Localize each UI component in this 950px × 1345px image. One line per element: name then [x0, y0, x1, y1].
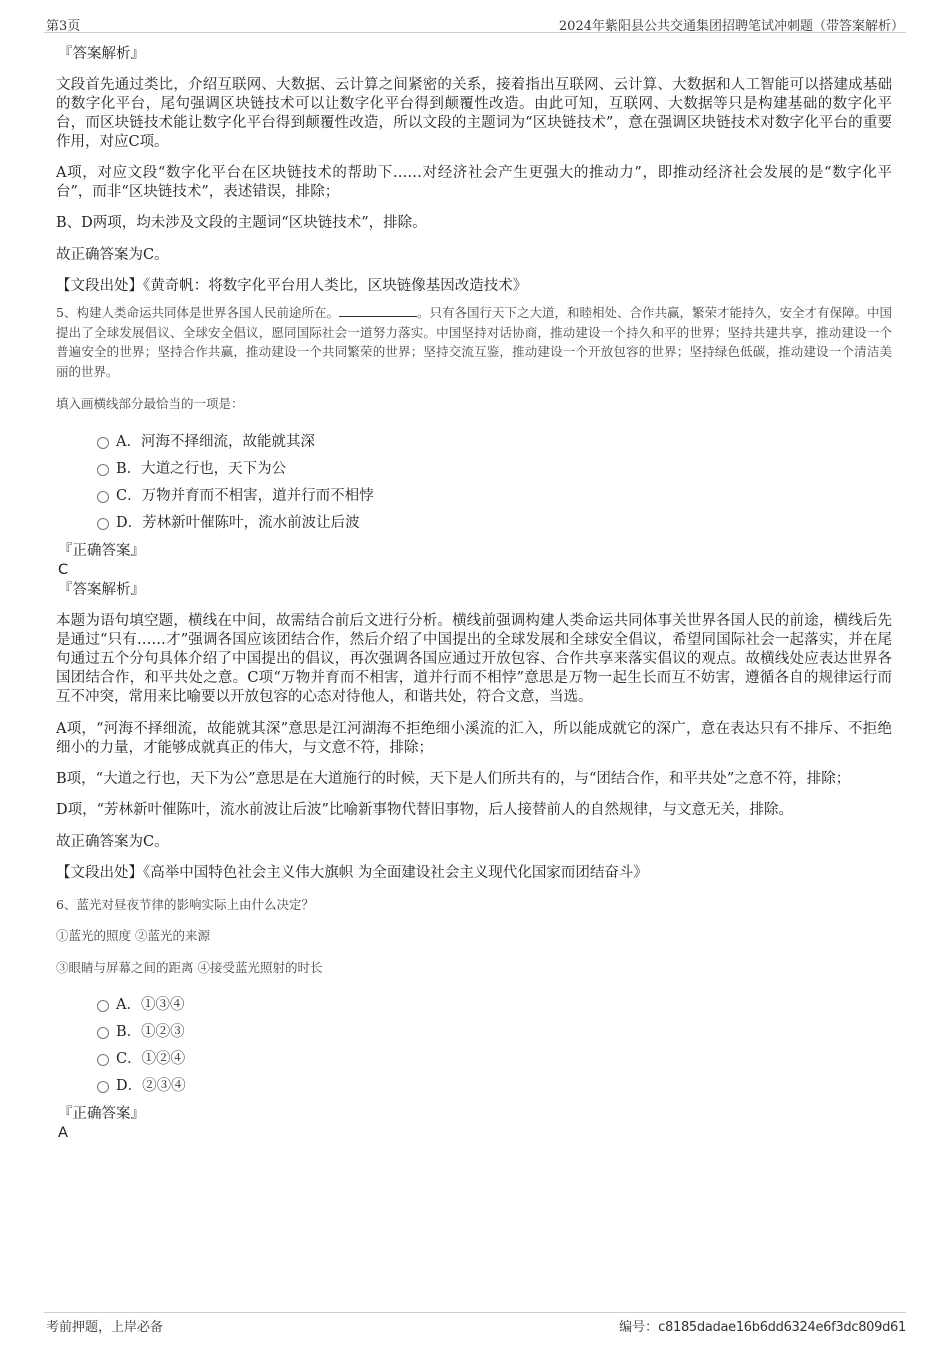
statement-line: ①蓝光的照度 ②蓝光的来源 [56, 928, 210, 943]
option-a[interactable] [56, 429, 892, 456]
question-6 [56, 895, 892, 1144]
option-label: A．河海不择细流，故能就其深 [116, 433, 315, 450]
analysis-paragraph: B、D两项，均未涉及文段的主题词“区块链技术”，排除。 [56, 215, 427, 231]
question-5 [56, 303, 892, 883]
option-b[interactable] [56, 1019, 892, 1046]
radio-button[interactable] [97, 464, 109, 476]
question-4-analysis [56, 44, 892, 296]
footer-slogan: 考前押题，上岸必备 [46, 1320, 164, 1335]
radio-button[interactable] [97, 518, 109, 530]
option-label: C．万物并育而不相害，道并行而不相悖 [116, 487, 374, 504]
option-c[interactable] [56, 483, 892, 510]
code-label: 编号： [619, 1320, 659, 1335]
option-c[interactable] [56, 1046, 892, 1073]
page-footer [44, 1312, 906, 1335]
analysis-paragraph: D项，“芳林新叶催陈叶，流水前波让后波”比喻新事物代替旧事物，后人接替前人的自然规律，与文意无关，排除。 [56, 801, 793, 818]
correct-answer-label: 『正确答案』 [58, 542, 145, 559]
radio-button[interactable] [97, 1054, 109, 1066]
radio-button[interactable] [97, 437, 109, 449]
document-body [56, 44, 892, 1143]
fill-blank [339, 304, 417, 317]
option-label: B．大道之行也，天下为公 [116, 460, 287, 477]
code-value: c8185dadae16b6dd6324e6f3dc809d61 [658, 1320, 906, 1335]
analysis-conclusion: 故正确答案为C。 [56, 833, 169, 850]
analysis-paragraph: 本题为语句填空题，横线在中间，故需结合前后文进行分析。横线前强调构建人类命运共同体事关世界各国人民的前途，横线后先是通过“只有……才”强调各国应该团结合作，然后介绍了中国提出的全球发展和全球安全倡议，希望同国际社会一起落实，并在尾句通过五个分句具体介绍了中国提出的倡议，再次强调各国应通过开放包容、合作共享来落实倡议的观点。故横线处应表达世界各国团结合作，和平共处之意。C项“万物并育而不相害，道并行而不相悖”意思是万物一起生长而互不妨害，遵循各自的规律运行而互不冲突，常用来比喻要以开放包容的心态对待他人，和谐共处，符合文意，当选。 [56, 612, 892, 705]
correct-answer: C [58, 561, 69, 578]
source-citation: 【文段出处】《黄奇帆：将数字化平台用人类比，区块链像基因改造技术》 [56, 278, 528, 294]
question-stem: 5、构建人类命运共同体是世界各国人民前途所在。 。只有各国行天下之大道，和睦相处、合作共赢，繁荣才能持久，安全才有保障。中国提出了全球发展倡议、全球安全倡议，愿同国际社会一道努力落实。中国坚持对话协商，推动建设一个持久和平的世界；坚持共建共享，推动建设一个普遍安全的世界；坚持合作共赢，推动建设一个共同繁荣的世界；坚持交流互鉴，推动建设一个开放包容的世界；坚持绿色低碳，推动建设一个清洁美丽的世界。 [56, 305, 892, 379]
page-number: 第3页 [46, 19, 81, 34]
analysis-paragraph: 文段首先通过类比，介绍互联网、大数据、云计算之间紧密的关系，接着指出互联网、云计算、大数据和人工智能可以搭建成基础的数字化平台，尾句强调区块链技术可以让数字化平台得到颠覆性改造。由此可知，互联网、大数据等只是构建基础的数字化平台，而区块链技术能让数字化平台得到颠覆性改造，所以文段的主题词为“区块链技术”，意在强调区块链技术对数字化平台的重要作用，对应C项。 [56, 77, 892, 150]
correct-answer: A [58, 1125, 68, 1141]
option-d[interactable] [56, 510, 892, 537]
option-label: D．②③④ [116, 1078, 186, 1094]
option-label: B．①②③ [116, 1024, 185, 1040]
source-citation: 【文段出处】《高举中国特色社会主义伟大旗帜 为全面建设社会主义现代化国家而团结奋斗》 [56, 864, 648, 881]
option-label: A．①③④ [116, 997, 185, 1013]
radio-button[interactable] [97, 1081, 109, 1093]
radio-button[interactable] [97, 491, 109, 503]
analysis-paragraph: A项，“河海不择细流，故能就其深”意思是江河湖海不拒绝细小溪流的汇入，所以能成就它的深广，意在表达只有不排斥、不拒绝细小的力量，才能够成就真正的伟大，与文意不符，排除； [56, 720, 892, 756]
statement-line: ③眼睛与屏幕之间的距离 ④接受蓝光照射的时长 [56, 959, 323, 975]
question-stem: 6、蓝光对昼夜节律的影响实际上由什么决定？ [56, 896, 314, 912]
page-header [44, 12, 906, 33]
option-list [56, 429, 892, 537]
option-label: D．芳林新叶催陈叶，流水前波让后波 [116, 514, 360, 531]
analysis-label: 『答案解析』 [58, 46, 145, 62]
option-b[interactable] [56, 456, 892, 483]
option-a[interactable] [56, 992, 892, 1019]
radio-button[interactable] [97, 1000, 109, 1012]
document-title: 2024年紫阳县公共交通集团招聘笔试冲刺题（带答案解析） [558, 19, 904, 34]
analysis-conclusion: 故正确答案为C。 [56, 247, 169, 263]
document-code [619, 1316, 906, 1335]
option-d[interactable] [56, 1073, 892, 1100]
question-prompt: 填入画横线部分最恰当的一项是： [56, 396, 244, 411]
analysis-paragraph: B项，“大道之行也，天下为公”意思是在大道施行的时候，天下是人们所共有的，与“团结合作，和平共处”之意不符，排除； [56, 770, 851, 787]
analysis-paragraph: A项，对应文段“数字化平台在区块链技术的帮助下……对经济社会产生更强大的推动力”，即推动经济社会发展的是“数字化平台”，而非“区块链技术”，表述错误，排除； [56, 165, 892, 200]
correct-answer-label: 『正确答案』 [58, 1106, 145, 1122]
radio-button[interactable] [97, 1027, 109, 1039]
option-label: C．①②④ [116, 1051, 186, 1067]
analysis-label: 『答案解析』 [58, 581, 145, 598]
option-list [56, 992, 892, 1100]
